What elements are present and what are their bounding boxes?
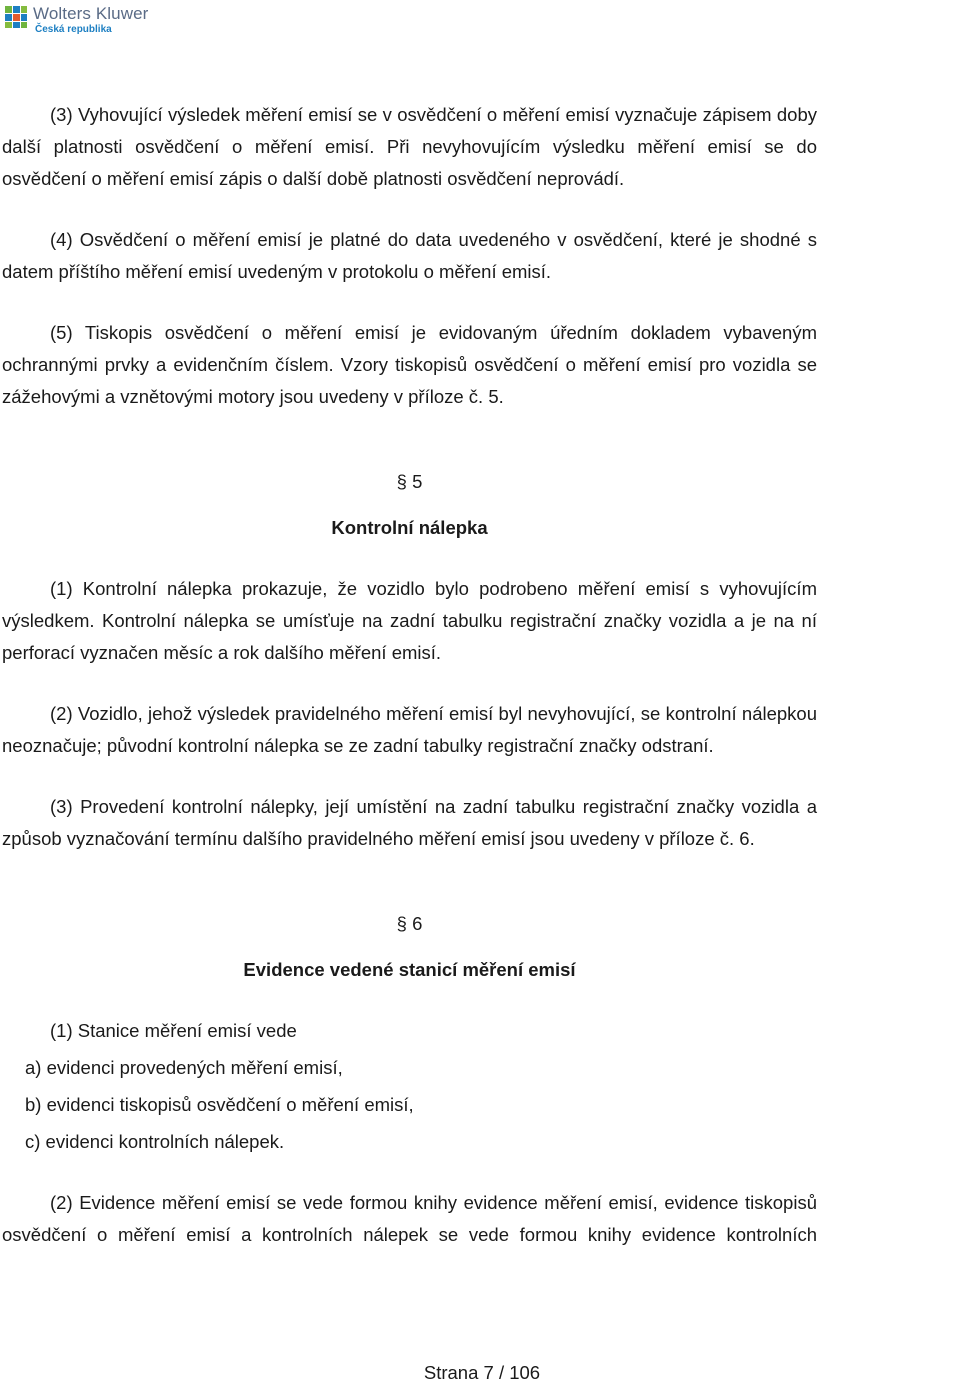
- publisher-logo: [4, 3, 149, 37]
- section-title: Evidence vedené stanicí měření emisí: [243, 959, 576, 980]
- paragraph: (3) Provedení kontrolní nálepky, její umístění na zadní tabulku registrační značky vozidla a způsob vyznačování termínu dalšího pravidelného měření emisí jsou uvedeny v příloze č. 6.: [2, 796, 817, 849]
- paragraph: (2) Evidence měření emisí se vede formou knihy evidence měření emisí, evidence tiskopisů osvědčení o měření emisí a kontrolních nálepek se vede formou knihy evidence kontrolních: [2, 1192, 817, 1245]
- paragraph: (4) Osvědčení o měření emisí je platné do data uvedeného v osvědčení, které je shodné s datem příštího měření emisí uvedeným v protokolu o měření emisí.: [2, 229, 817, 282]
- page-number: Strana 7 / 106: [423, 1362, 541, 1383]
- list-item: c) evidenci kontrolních nálepek.: [25, 1131, 285, 1152]
- paragraph: (1) Kontrolní nálepka prokazuje, že vozidlo bylo podrobeno měření emisí s vyhovujícím výsledkem. Kontrolní nálepka se umísťuje na zadní tabulku registrační značky vozidla a je na ní perforací vyznačen měsíc a rok dalšího měření emisí.: [2, 578, 817, 663]
- document-body: [2, 99, 817, 1280]
- wolters-kluwer-logo-icon: [4, 5, 28, 29]
- brand-name: Wolters Kluwer: [33, 4, 149, 23]
- list-item: a) evidenci provedených měření emisí,: [25, 1057, 343, 1078]
- paragraph: (5) Tiskopis osvědčení o měření emisí je evidovaným úředním dokladem vybaveným ochrannými prvky a evidenčním číslem. Vzory tiskopisů osvědčení o měření emisí pro vozidla se zážehovými a vznětovými motory jsou uvedeny v příloze č. 5.: [2, 322, 817, 407]
- brand-subtitle: Česká republika: [35, 24, 112, 35]
- section-number: § 5: [396, 471, 423, 492]
- section-number: § 6: [396, 913, 423, 934]
- list-item: b) evidenci tiskopisů osvědčení o měření emisí,: [25, 1094, 414, 1115]
- section-title: Kontrolní nálepka: [331, 517, 488, 538]
- paragraph: (1) Stanice měření emisí vede: [50, 1020, 297, 1041]
- paragraph: (3) Vyhovující výsledek měření emisí se v osvědčení o měření emisí vyznačuje zápisem doby další platnosti osvědčení o měření emisí. Při nevyhovujícím výsledku měření emisí se do osvědčení o měření emisí zápis o další době platnosti osvědčení neprovádí.: [2, 104, 817, 189]
- paragraph: (2) Vozidlo, jehož výsledek pravidelného měření emisí byl nevyhovující, se kontrolní nálepkou neoznačuje; původní kontrolní nálepka se ze zadní tabulky registrační značky odstraní.: [2, 703, 817, 756]
